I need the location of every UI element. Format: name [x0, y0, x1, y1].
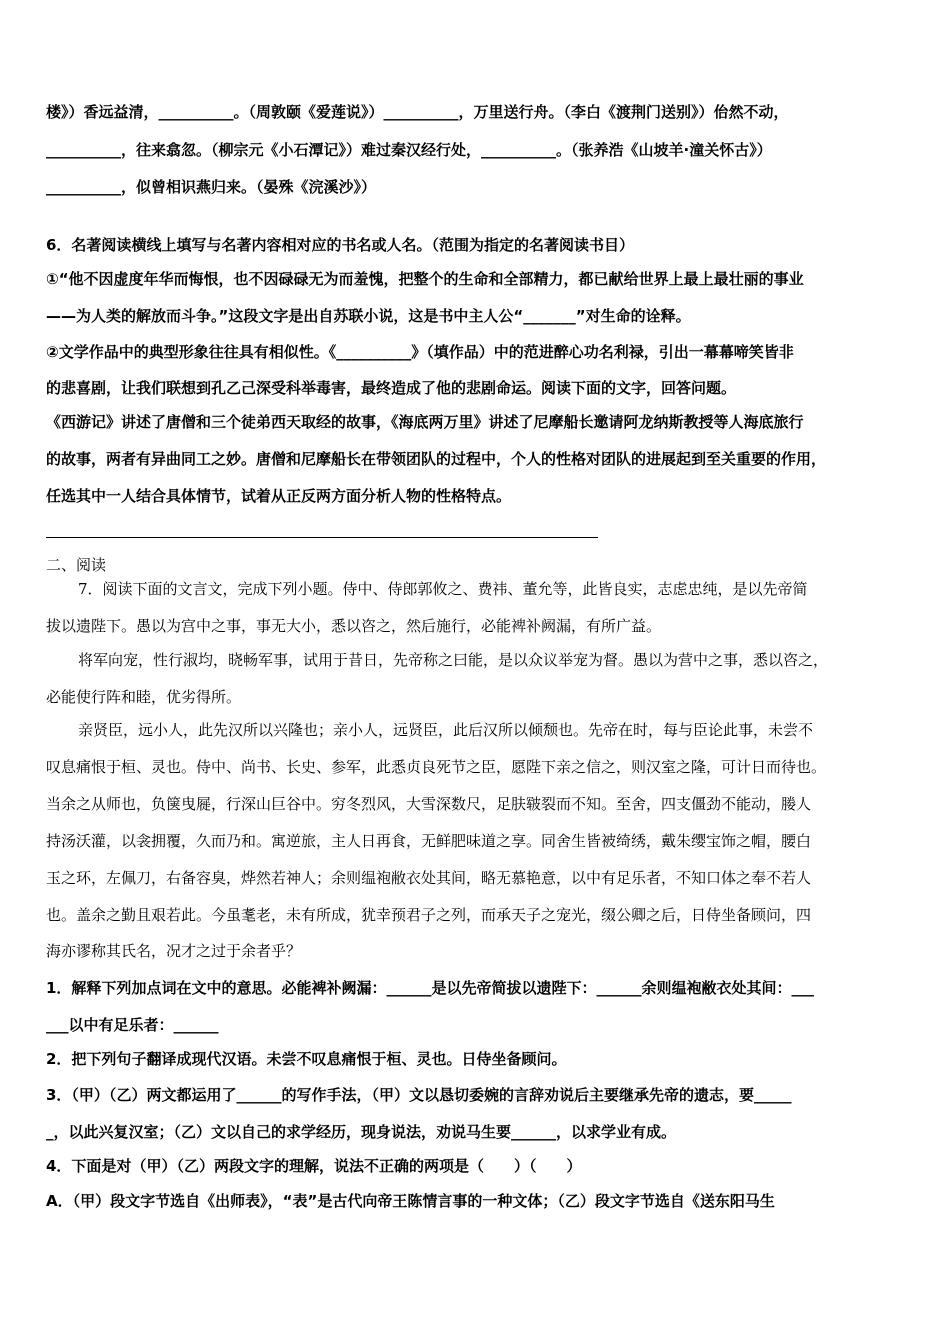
passage-line-10: 也。盖余之勤且艰若此。今虽耄老，未有所成，犹幸预君子之列，而承天子之宠光，缀公卿之后，日侍坐备顾问，四 — [46, 906, 812, 924]
subquestion-1-a: 1．解释下列加点词在文中的意思。必能裨补阙漏：______是以先帝简拔以遗陛下：______余则缊袍敝衣处其间：___ — [46, 979, 814, 997]
passage-line-1: 7．阅读下面的文言文，完成下列小题。侍中、侍郎郭攸之、费祎、董允等，此皆良实，志虑忠纯，是以先帝简 — [78, 580, 808, 598]
option-a: A．（甲）段文字节选自《出师表》，“表”是古代向帝王陈情言事的一种文体；（乙）段文字节选自《送东阳马生 — [46, 1192, 775, 1210]
passage-line-8: 持汤沃灌，以衾拥覆，久而乃和。寓逆旅，主人日再食，无鲜肥味道之享。同舍生皆被绮绣，戴朱缨宝饰之帽，腰白 — [46, 832, 812, 850]
question-6-title: 6．名著阅读横线上填写与名著内容相对应的书名或人名。（范围为指定的名著阅读书目） — [46, 236, 634, 254]
subquestion-2: 2．把下列句子翻译成现代汉语。未尝不叹息痛恨于桓、灵也。日侍坐备顾问。 — [46, 1050, 567, 1068]
question-6-item-2-b: 的悲喜剧，让我们联想到孔乙己深受科举毒害，最终造成了他的悲剧命运。阅读下面的文字，回答问题。 — [46, 379, 737, 397]
passage-line-7: 当余之从师也，负箧曳屣，行深山巨谷中。穷冬烈风，大雪深数尺，足肤皲裂而不知。至舍，四支僵劲不能动，媵人 — [46, 795, 812, 813]
passage-line-2: 拔以遗陛下。愚以为宫中之事，事无大小，悉以咨之，然后施行，必能裨补阙漏，有所广益。 — [46, 617, 662, 635]
passage-line-6: 叹息痛恨于桓、灵也。侍中、尚书、长史、参军，此悉贞良死节之臣，愿陛下亲之信之，则汉室之隆，可计日而待也。 — [46, 758, 827, 776]
passage-line-5: 亲贤臣，远小人，此先汉所以兴隆也；亲小人，远贤臣，此后汉所以倾颓也。先帝在时，每与臣论此事，未尝不 — [78, 721, 814, 739]
answer-line — [46, 537, 598, 538]
poem-fill-line-3: __________，似曾相识燕归来。（晏殊《浣溪沙》） — [46, 178, 377, 196]
section-heading: 二、阅读 — [46, 556, 107, 574]
poem-fill-line-2: __________，往来翕忽。（柳宗元《小石潭记》）难过秦汉经行处，__________。（张养浩《山坡羊·潼关怀古》） — [46, 141, 772, 159]
passage-line-9: 玉之环，左佩刀，右备容臭，烨然若神人；余则缊袍敝衣处其间，略无慕艳意，以中有足乐者，不知口体之奉不若人 — [46, 869, 812, 887]
subquestion-3-a: 3．（甲）（乙）两文都运用了______的写作手法，（甲）文以恳切委婉的言辞劝说后主要继承先帝的遗志，要_____ — [46, 1086, 792, 1104]
question-6-item-1-b: ——为人类的解放而斗争。”这段文字是出自苏联小说，这是书中主人公“_______”对生命的诠释。 — [46, 307, 691, 325]
question-6-item-2-a: ②文学作品中的典型形象往往具有相似性。《__________》（填作品）中的范进醉心功名利禄，引出一幕幕啼笑皆非 — [46, 343, 794, 361]
question-6-item-1-a: ①“他不因虚度年华而悔恨，也不因碌碌无为而羞愧，把整个的生命和全部精力，都已献给世界上最上最壮丽的事业 — [46, 270, 804, 288]
question-6-para-c: 任选其中一人结合具体情节，试着从正反两方面分析人物的性格特点。 — [46, 487, 512, 505]
passage-line-3: 将军向宠，性行淑均，晓畅军事，试用于昔日，先帝称之曰能，是以众议举宠为督。愚以为营中之事，悉以咨之， — [78, 651, 829, 669]
poem-fill-line-1: 楼》）香远益清，__________。（周敦颐《爱莲说》）__________，万里送行舟。（李白《渡荆门送别》）佁然不动， — [46, 103, 789, 121]
passage-line-11: 海亦谬称其氏名，况才之过于余者乎？ — [46, 942, 302, 960]
subquestion-1-b: ___以中有足乐者：______ — [46, 1016, 219, 1034]
subquestion-3-b: _，以此兴复汉室；（乙）文以自己的求学经历，现身说法，劝说马生要______，以求学业有成。 — [46, 1123, 677, 1141]
subquestion-4: 4．下面是对（甲）（乙）两段文字的理解，说法不正确的两项是（ ）（ ） — [46, 1157, 582, 1175]
question-6-para-b: 的故事，两者有异曲同工之妙。唐僧和尼摩船长在带领团队的过程中，个人的性格对团队的进展起到至关重要的作用， — [46, 450, 827, 468]
passage-line-4: 必能使行阵和睦，优劣得所。 — [46, 688, 242, 706]
question-6-para-a: 《西游记》讲述了唐僧和三个徒弟西天取经的故事，《海底两万里》讲述了尼摩船长邀请阿龙纳斯教授等人海底旅行 — [46, 413, 804, 431]
